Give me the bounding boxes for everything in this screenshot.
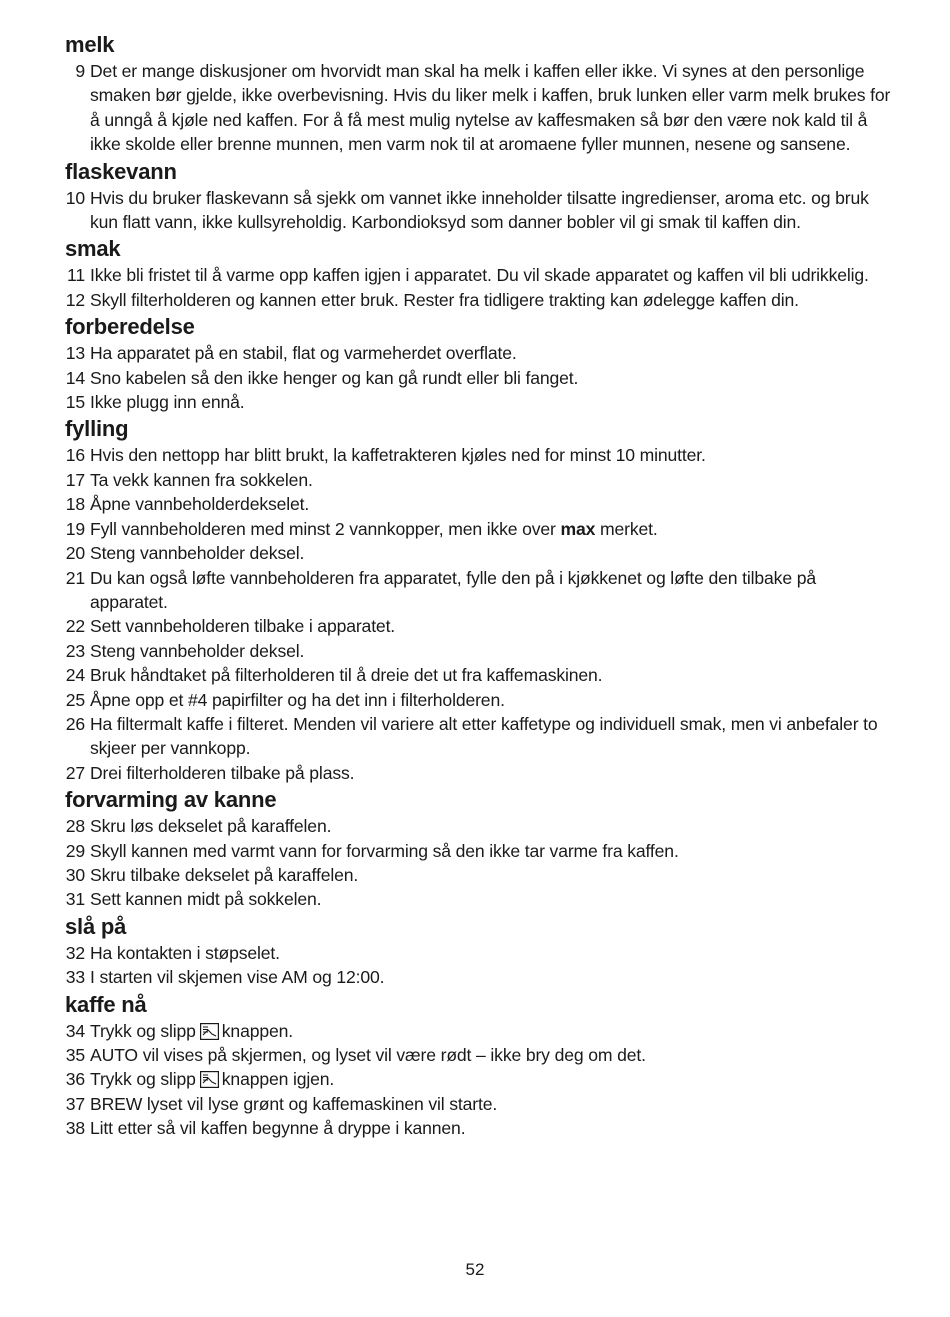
section-title: flaskevann [65,158,177,184]
item-text: Ha kontakten i støpselet. [90,942,280,963]
list-item [65,541,895,565]
list-item [65,390,895,414]
item-number: 31 [65,889,85,910]
item-text: Drei filterholderen tilbake på plass. [90,762,355,783]
item-text: Hvis du bruker flaskevann så sjekk om vannet ikke inneholder tilsatte ingredienser, aroma etc. og bruk kun flatt vann, ikke kullsyreholdig. Karbondioksyd som danner bobler vil gi smak til kaffen din. [90,187,869,233]
item-text: Skru tilbake dekselet på karaffelen. [90,864,359,885]
section-title: melk [65,32,115,57]
item-number: 18 [65,494,85,515]
item-text: Ikke plugg inn ennå. [90,392,245,413]
page-number: 52 [465,1260,485,1279]
section-sla-pa [65,914,895,990]
item-text: Det er mange diskusjoner om hvorvidt man skal ha melk i kaffen eller ikke. Vi synes at den personlige smaken bør gjelde, ikke overbevisning. Hvis du liker melk i kaffen, bruk lunken eller varm melk brukes for å unngå å kjøle ned kaffen. For å få mest mulig nytelse av kaffesmaken så bør den være nok kald til å ikke skolde eller brenne munnen, men varm nok til at aromaene fyller munnen, nesene og sansene. [90,61,891,155]
item-text: Ikke bli fristet til å varme opp kaffen igjen i apparatet. Du vil skade apparatet og kaffen vil bli udrikkelig. [90,265,869,286]
item-number: 14 [65,367,85,388]
item-text: Ta vekk kannen fra sokkelen. [90,469,313,490]
section-title: forberedelse [65,314,195,340]
list-item [65,1067,895,1091]
list-item [65,468,895,492]
item-text: Åpne opp et #4 papirfilter og ha det inn i filterholderen. [90,689,505,710]
item-text: Hvis den nettopp har blitt brukt, la kaffetrakteren kjøles ned for minst 10 minutter. [90,445,706,466]
list-item [65,366,895,390]
item-text: Du kan også løfte vannbeholderen fra apparatet, fylle den på i kjøkkenet og løfte den tilbake på apparatet. [90,567,816,612]
item-text: Litt etter så vil kaffen begynne å dryppe i kannen. [90,1118,466,1139]
section-fylling [65,416,895,785]
item-number: 12 [65,289,85,310]
item-number: 10 [65,187,85,208]
list-item [65,263,895,287]
item-number: 27 [65,762,85,783]
item-number: 17 [65,469,85,490]
section-title: slå på [65,913,127,939]
item-number: 33 [65,967,85,988]
list-item [65,688,895,712]
list-item [65,59,895,157]
list-item [65,1092,895,1116]
item-number: 34 [65,1020,85,1041]
item-number: 37 [65,1093,85,1114]
item-number: 35 [65,1045,85,1065]
item-text: Sno kabelen så den ikke henger og kan gå rundt eller bli fanget. [90,367,579,388]
item-number: 11 [67,265,85,286]
item-text: Ha filtermalt kaffe i filteret. Menden vil variere alt etter kaffetype og individuell smak, men vi anbefaler to skjeer per vannkopp. [90,713,878,759]
item-number: 25 [65,689,85,710]
list-item [65,863,895,887]
item-text: AUTO vil vises på skjermen, og lyset vil være rødt – ikke bry deg om det. [90,1045,646,1065]
item-text-before: Trykk og slipp [90,1020,196,1041]
list-item [65,492,895,516]
item-number: 32 [65,942,85,963]
list-item [65,814,895,838]
document-body [65,30,895,1141]
list-item [65,887,895,911]
item-text: Skyll kannen med varmt vann for forvarming så den ikke tar varme fra kaffen. [90,840,679,861]
list-item [65,186,895,235]
item-text: Ha apparatet på en stabil, flat og varmeherdet overflate. [90,343,517,364]
list-item [65,614,895,638]
section-title: smak [65,236,121,262]
item-number: 38 [65,1118,85,1139]
list-item [65,1019,895,1043]
item-number: 9 [75,61,85,81]
item-number: 16 [65,445,85,466]
item-number: 20 [65,543,85,564]
list-item [65,1043,895,1067]
item-number: 24 [65,665,85,686]
item-text-before: Trykk og slipp [90,1069,196,1090]
list-item [65,712,895,761]
item-text: Åpne vannbeholderdekselet. [90,494,310,515]
item-text: Bruk håndtaket på filterholderen til å dreie det ut fra kaffemaskinen. [90,665,603,686]
list-item [65,288,895,312]
item-number: 28 [65,816,85,837]
item-text: BREW lyset vil lyse grønt og kaffemaskinen vil starte. [90,1093,498,1114]
item-text: Steng vannbeholder deksel. [90,543,305,564]
section-forvarming-av-kanne [65,787,895,912]
list-item [65,517,895,541]
item-number: 19 [65,518,85,539]
section-forberedelse [65,314,895,414]
item-text-before: Fyll vannbeholderen med minst 2 vannkopper, men ikke over [90,518,561,539]
list-item [65,1116,895,1140]
item-number: 29 [65,840,85,861]
brew-button-icon [200,1022,219,1039]
list-item [65,839,895,863]
section-title: kaffe nå [65,991,147,1017]
item-text-after: knappen igjen. [221,1069,335,1090]
list-item [65,566,895,615]
list-item [65,761,895,785]
item-number: 21 [65,567,85,588]
item-number: 15 [65,392,85,413]
item-number: 22 [65,616,85,637]
item-text: Steng vannbeholder deksel. [90,640,305,661]
section-title: fylling [65,416,129,442]
item-text-after: knappen. [221,1020,293,1041]
max-keyword: max [560,518,596,539]
item-number: 13 [65,343,85,364]
list-item [65,965,895,989]
item-number: 30 [65,864,85,885]
item-text: I starten vil skjemen vise AM og 12:00. [90,967,385,988]
item-number: 23 [65,640,85,661]
item-number: 36 [65,1069,85,1090]
list-item [65,443,895,467]
item-number: 26 [65,713,85,734]
item-text: Sett kannen midt på sokkelen. [90,889,322,910]
section-smak [65,236,895,312]
item-text: Sett vannbeholderen tilbake i apparatet. [90,616,396,637]
section-kaffe-na [65,992,895,1141]
list-item [65,639,895,663]
item-text-after: merket. [595,518,658,539]
brew-button-icon [200,1070,219,1087]
list-item [65,663,895,687]
list-item [65,941,895,965]
section-flaskevann [65,159,895,235]
section-melk [65,32,895,157]
item-text: Skru løs dekselet på karaffelen. [90,816,332,837]
list-item [65,341,895,365]
section-title: forvarming av kanne [65,787,277,813]
item-text: Skyll filterholderen og kannen etter bruk. Rester fra tidligere trakting kan ødelegge kaffen din. [90,289,799,310]
